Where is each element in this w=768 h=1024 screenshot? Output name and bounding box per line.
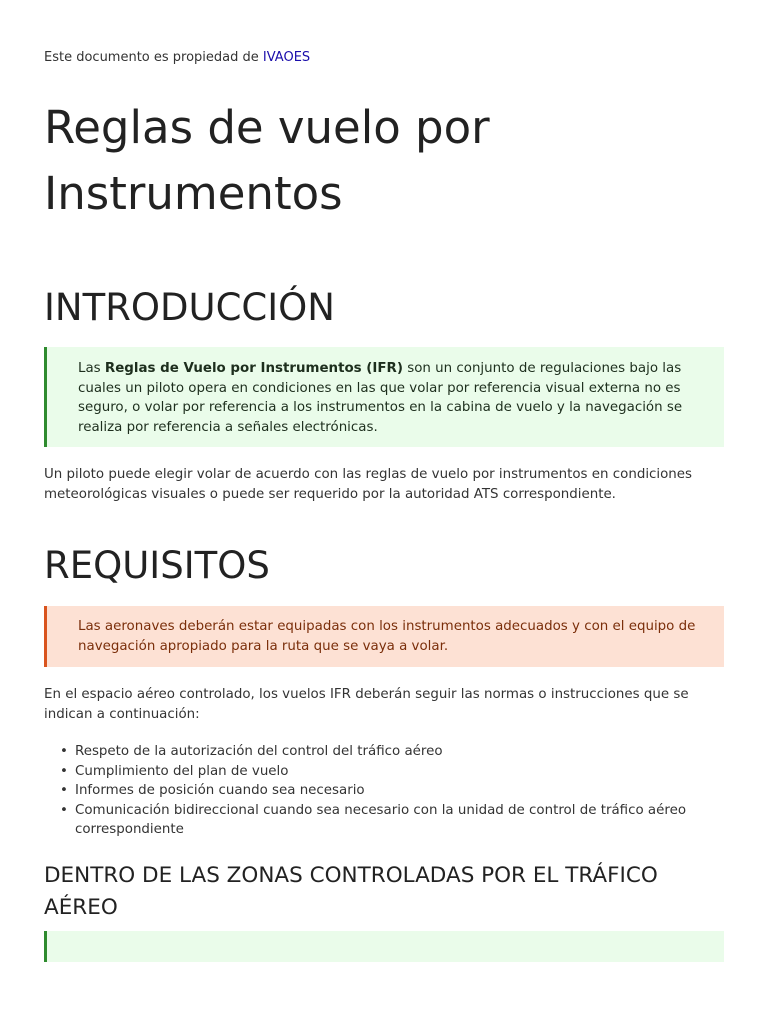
ownership-notice <box>44 49 310 67</box>
bullet-icon: • <box>60 802 68 818</box>
controlled-zones-heading: DENTRO DE LAS ZONAS CONTROLADAS POR EL TRÁFICO AÉREO <box>44 863 658 920</box>
list-item <box>60 781 715 801</box>
requirements-paragraph: En el espacio aéreo controlado, los vuelos IFR deberán seguir las normas o instrucciones que se indican a continuación: <box>44 687 689 722</box>
list-item <box>60 801 715 840</box>
ifr-callout-prefix: Las <box>78 361 105 376</box>
ownership-prefix: Este documento es propiedad de <box>44 50 263 65</box>
introduction-heading: INTRODUCCIÓN <box>44 286 335 329</box>
requirements-heading: REQUISITOS <box>44 544 270 587</box>
list-item <box>60 742 715 762</box>
list-item-text: Cumplimiento del plan de vuelo <box>75 763 289 779</box>
ifr-definition-callout <box>44 347 724 447</box>
ifr-callout-suffix: son un conjunto de regulaciones bajo las cuales un piloto opera en condiciones en las que volar por referencia visual externa no es seguro, o volar por referencia a los instrumentos en la cabina de vuelo y la navegación se realiza por referencia a señales electrónicas. <box>78 361 683 435</box>
list-item-text: Respeto de la autorización del control del tráfico aéreo <box>75 744 443 759</box>
list-item-text: Comunicación bidireccional cuando sea necesario con la unidad de control de tráfico aéreo correspondiente <box>75 802 687 838</box>
list-item-text: Informes de posición cuando sea necesario <box>75 783 365 799</box>
controlled-zones-callout <box>44 931 724 962</box>
equipment-warning-callout: Las aeronaves deberán estar equipadas con los instrumentos adecuados y con el equipo de navegación apropiado para la ruta que se vaya a volar. <box>44 606 724 667</box>
list-item <box>60 762 715 782</box>
bullet-icon: • <box>60 783 68 799</box>
ivaoes-link[interactable]: IVAOES <box>262 50 311 65</box>
introduction-paragraph: Un piloto puede elegir volar de acuerdo con las reglas de vuelo por instrumentos en condiciones meteorológicas visuales o puede ser requerido por la autoridad ATS correspondiente. <box>44 467 693 502</box>
document-title: Reglas de vuelo por Instrumentos <box>44 101 490 220</box>
bullet-icon: • <box>60 763 68 779</box>
ifr-callout-bold-term: Reglas de Vuelo por Instrumentos (IFR) <box>104 361 403 376</box>
requirements-list <box>60 742 715 840</box>
bullet-icon: • <box>60 744 68 759</box>
